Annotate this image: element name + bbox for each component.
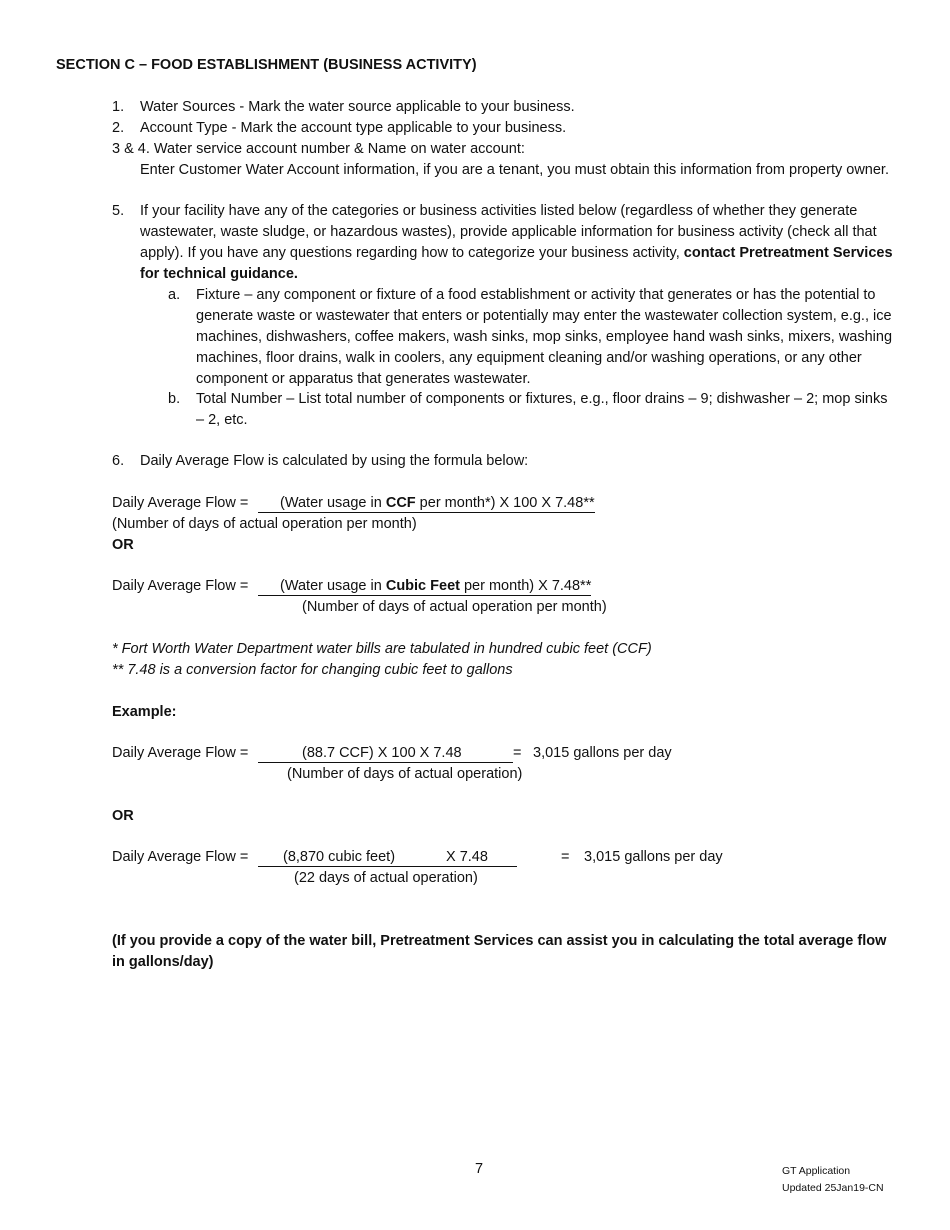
formula-denominator: (Number of days of actual operation) bbox=[287, 766, 523, 782]
formula-result: 3,015 gallons per day bbox=[533, 745, 672, 761]
list-number: 2. bbox=[112, 120, 125, 136]
footer-updated: Updated 25Jan19-CN bbox=[782, 1182, 884, 1194]
footnote-conversion: ** 7.48 is a conversion factor for changing cubic feet to gallons bbox=[112, 662, 513, 678]
formula-label: Daily Average Flow = bbox=[112, 745, 249, 761]
equals-sign: = bbox=[561, 849, 570, 865]
list-item-text: Water Sources - Mark the water source applicable to your business. bbox=[140, 99, 575, 115]
formula-numerator bbox=[258, 743, 513, 764]
list-number: 6. bbox=[112, 453, 125, 469]
formula-result: 3,015 gallons per day bbox=[584, 849, 723, 865]
list-item-text-regular: If your facility have any of the categories or business activities listed below (regardless of whether they generate wastewater, waste sludge, or hazardous wastes), provide applicable information for business activity (check all that apply). If you have any questions regarding how to categorize your business activity, bbox=[140, 203, 877, 261]
list-item-text: Account Type - Mark the account type applicable to your business. bbox=[140, 120, 567, 136]
or-label: OR bbox=[112, 808, 134, 824]
formula-numerator bbox=[258, 576, 591, 597]
list-number: 1. bbox=[112, 99, 125, 115]
numerator-text: X 7.48 bbox=[446, 849, 488, 865]
list-number: 5. bbox=[112, 203, 125, 219]
formula-denominator: (Number of days of actual operation per month) bbox=[302, 599, 607, 615]
sub-item-b-text: Total Number – List total number of components or fixtures, e.g., floor drains – 9; dishwasher – 2; mop sinks – 2, etc. bbox=[196, 391, 888, 428]
formula-numerator bbox=[258, 493, 595, 514]
footer-doc-name: GT Application bbox=[782, 1165, 851, 1177]
numerator-text: per month*) X 100 X 7.48** bbox=[415, 495, 595, 511]
numerator-text: (Water usage in bbox=[280, 495, 386, 511]
or-label: OR bbox=[112, 537, 134, 553]
numerator-text: (8,870 cubic feet) bbox=[283, 849, 396, 865]
formula-numerator bbox=[258, 847, 517, 868]
list-item-heading: 3 & 4. Water service account number & Name on water account: bbox=[112, 141, 525, 157]
sub-item-letter: b. bbox=[168, 391, 181, 407]
formula-denominator: (Number of days of actual operation per month) bbox=[112, 516, 417, 532]
footnote-ccf: * Fort Worth Water Department water bills are tabulated in hundred cubic feet (CCF) bbox=[112, 641, 652, 657]
numerator-text: (Water usage in bbox=[280, 578, 386, 594]
numerator-unit: CCF bbox=[385, 495, 416, 511]
list-item-text: Daily Average Flow is calculated by using the formula below: bbox=[140, 453, 529, 469]
equals-sign: = bbox=[513, 745, 522, 761]
numerator-text: (88.7 CCF) X 100 X 7.48 bbox=[258, 745, 513, 763]
list-item-text bbox=[140, 201, 900, 285]
sub-item-letter: a. bbox=[168, 287, 181, 303]
section-title: SECTION C – FOOD ESTABLISHMENT (BUSINESS ACTIVITY) bbox=[56, 57, 477, 73]
list-item-text-bold: contact Pretreatment Services for technical guidance. bbox=[140, 245, 893, 282]
closing-note: (If you provide a copy of the water bill, Pretreatment Services can assist you in calculating the total average flow in gallons/day) bbox=[112, 933, 887, 970]
sub-item-a-text: Fixture – any component or fixture of a food establishment or activity that generates or has the potential to generate waste or wastewater that enters or potentially may enter the wastewater collection system, e.g., ice machines, dishwashers, coffee makers, wash sinks, mop sinks, employee hand wash sinks, mixers, washing machines, floor drains, walk in coolers, any equipment cleaning and/or washing operations, or any other component or apparatus that generates wastewater. bbox=[196, 287, 893, 387]
numerator-unit: Cubic Feet bbox=[385, 578, 460, 594]
formula-label: Daily Average Flow = bbox=[112, 495, 249, 511]
formula-label: Daily Average Flow = bbox=[112, 849, 249, 865]
formula-denominator: (22 days of actual operation) bbox=[294, 870, 478, 886]
example-label: Example: bbox=[112, 704, 177, 720]
numerator-text: per month) X 7.48** bbox=[459, 578, 592, 594]
page-number: 7 bbox=[475, 1161, 484, 1177]
formula-label: Daily Average Flow = bbox=[112, 578, 249, 594]
list-item-text: Enter Customer Water Account information, if you are a tenant, you must obtain this information from property owner. bbox=[140, 162, 889, 178]
